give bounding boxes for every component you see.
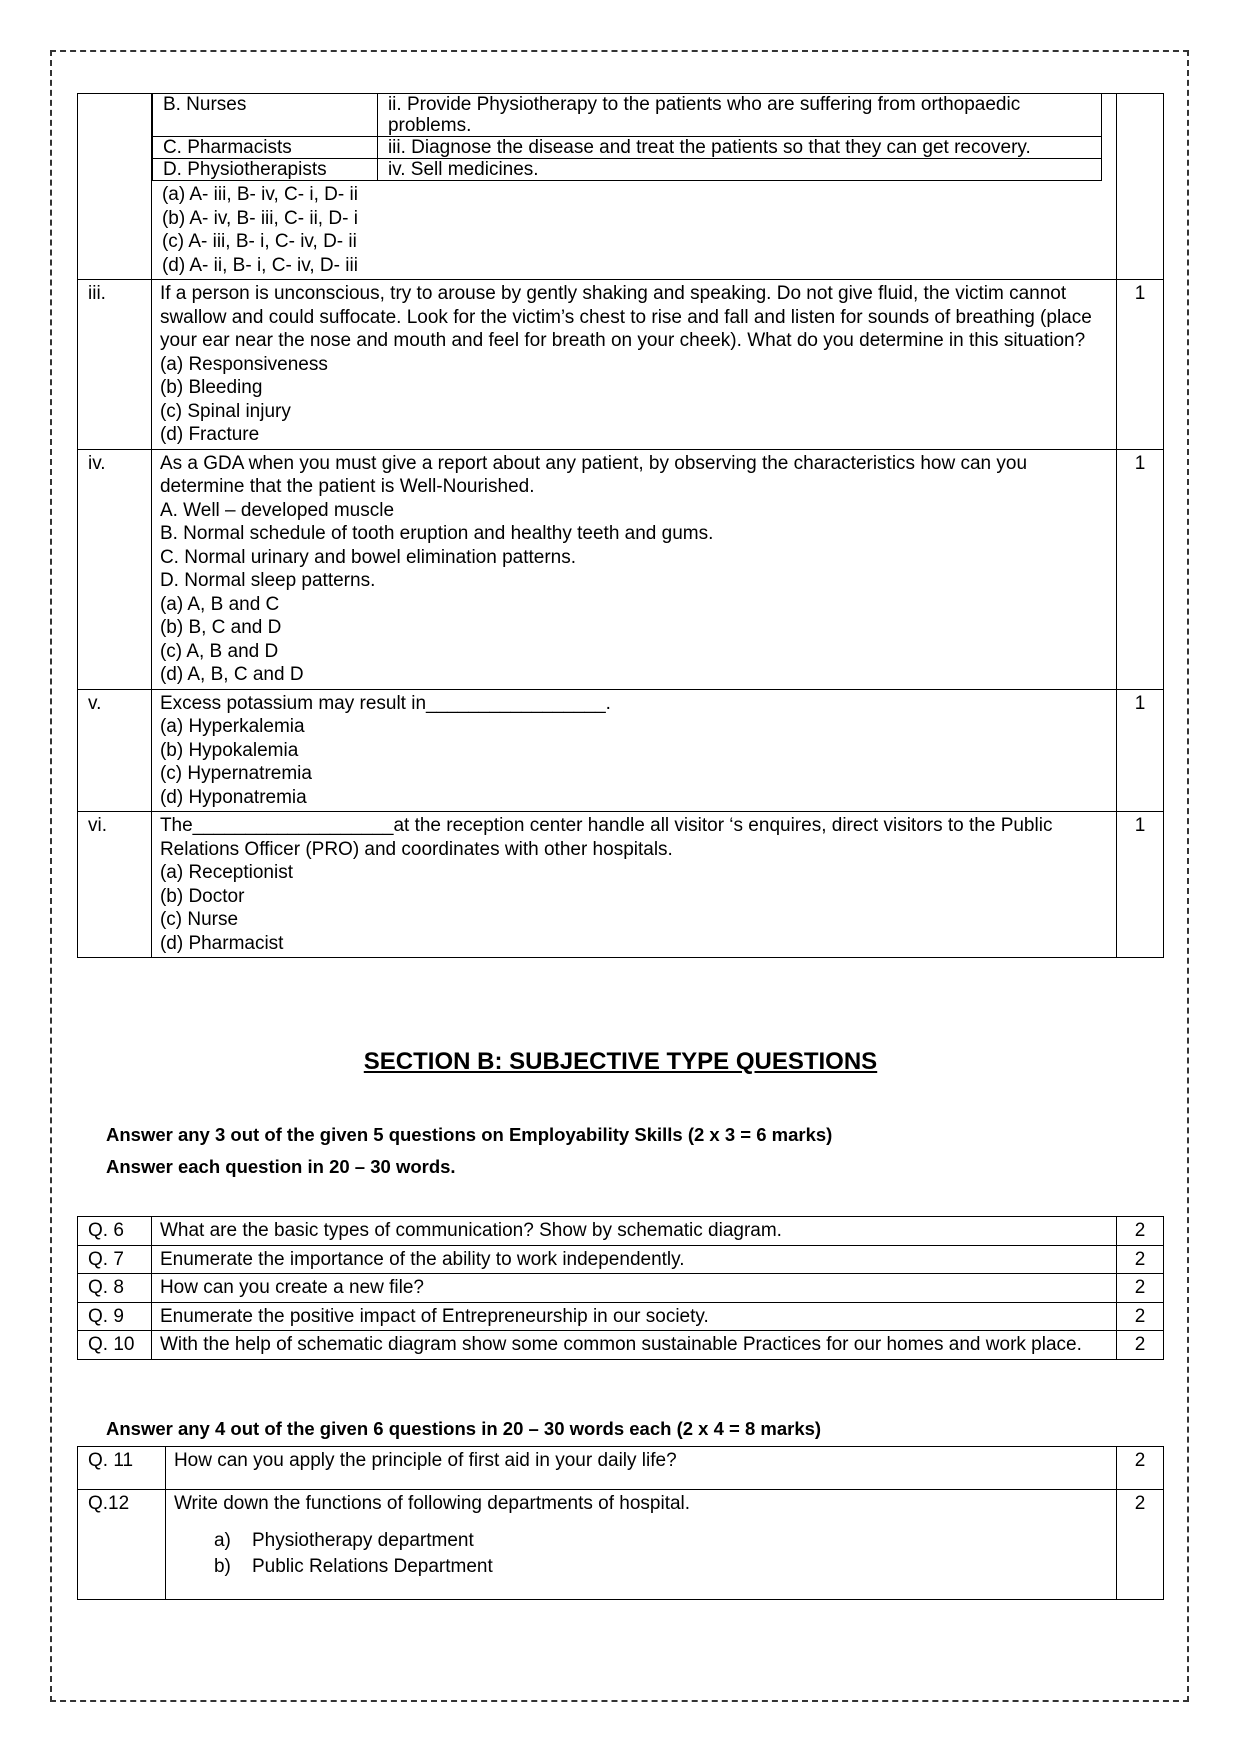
sub-item [214,1554,1108,1580]
question-text: Write down the functions of following departments of hospital. [173,1493,691,1514]
option: (b) Doctor [159,885,245,907]
match-row [152,159,1101,181]
option: (a) A, B and C [159,593,280,615]
question-row [78,1245,1164,1274]
option: (c) Nurse [159,909,239,930]
question-body [151,280,1116,450]
question-row-vi [78,812,1164,958]
question-marks: 2 [1117,1490,1164,1600]
question-number: Q. 9 [78,1302,152,1331]
statement: B. Normal schedule of tooth eruption and healthy teeth and gums. [159,523,714,544]
match-right: iv. Sell medicines. [377,159,1101,181]
statement: D. Normal sleep patterns. [159,570,376,591]
question-number: Q. 6 [78,1217,152,1246]
option: (c) Spinal injury [159,400,291,422]
question-row [78,1274,1164,1303]
question-row [78,1331,1164,1360]
sub-item [214,1528,1108,1554]
question-marks: 1 [1117,280,1164,450]
question-text: What are the basic types of communication? Show by schematic diagram. [151,1217,1116,1246]
instruction: Answer any 3 out of the given 5 questions on Employability Skills (2 x 3 = 6 marks) [106,1124,833,1145]
question-text: Excess potassium may result in_________________. [159,692,611,714]
question-text: Enumerate the importance of the ability to work independently. [151,1245,1116,1274]
option: (b) Hypokalemia [159,739,299,761]
question-marks: 2 [1117,1302,1164,1331]
question-marks: 1 [1117,812,1164,958]
question-body [151,689,1116,812]
sub-item-list [214,1528,1108,1580]
question-number: Q. 10 [78,1331,152,1360]
option: (a) A- iii, B- iv, C- i, D- ii [161,184,358,205]
option: (c) A- iii, B- i, C- iv, D- ii [161,231,357,252]
sub-item-label: b) [213,1555,231,1577]
match-left: D. Physiotherapists [152,159,377,181]
question-text: With the help of schematic diagram show some common sustainable Practices for our homes and work place. [151,1331,1116,1360]
question-number: Q. 8 [78,1274,152,1303]
match-left: C. Pharmacists [152,137,377,159]
question-marks: 2 [1117,1331,1164,1360]
option: (a) Responsiveness [159,353,328,375]
question-row [78,1217,1164,1246]
question-marks: 2 [1117,1274,1164,1303]
question-body [165,1490,1116,1600]
option: (b) Bleeding [159,377,263,398]
option: (a) Hyperkalemia [159,716,305,737]
instruction: Answer each question in 20 – 30 words. [106,1156,456,1177]
option: (d) Pharmacist [159,932,284,954]
question-number: iii. [78,280,152,450]
question-body [151,812,1116,958]
option: (c) Hypernatremia [159,763,312,784]
question-row [78,1447,1164,1490]
sub-item-label: a) [213,1529,231,1551]
statement: A. Well – developed muscle [159,499,395,521]
question-row [78,1490,1164,1600]
question-text: Enumerate the positive impact of Entrepreneurship in our society. [151,1302,1116,1331]
match-table [152,94,1102,181]
option: (d) A- ii, B- i, C- iv, D- iii [161,254,358,276]
match-right: ii. Provide Physiotherapy to the patients who are suffering from orthopaedic problems. [377,94,1101,137]
question-row-v [78,689,1164,812]
employability-table [77,1216,1164,1360]
question-marks: 2 [1117,1217,1164,1246]
match-row [152,94,1101,137]
question-text: As a GDA when you must give a report about any patient, by observing the characteristics how can you determine that the patient is Well-Nourished. [159,452,1028,497]
option: (b) A- iv, B- iii, C- ii, D- i [161,207,358,229]
question-marks: 2 [1117,1447,1164,1490]
question-number: Q. 11 [78,1447,166,1490]
instruction: Answer any 4 out of the given 6 questions in 20 – 30 words each (2 x 4 = 8 marks) [106,1418,822,1439]
match-left: B. Nurses [152,94,377,137]
question-row-ii [78,94,1164,280]
question-number: Q.12 [78,1490,166,1600]
question-number: Q. 7 [78,1245,152,1274]
match-options [152,181,1102,277]
question-text: If a person is unconscious, try to arouse by gently shaking and speaking. Do not give fluid, the victim cannot swallow and could suffocate. Look for the victim’s chest to rise and fall and listen for sounds of breathing (place your ear near the nose and mouth and feel for breath on your cheek). What do you determine in this situation? [159,283,1092,351]
question-row [78,1302,1164,1331]
question-text: How can you create a new file? [151,1274,1116,1303]
question-number: vi. [78,812,152,958]
question-text: How can you apply the principle of first aid in your daily life? [165,1447,1116,1490]
question-row-iii [78,280,1164,450]
option: (d) Hyponatremia [159,786,307,808]
option: (c) A, B and D [159,640,279,662]
question-marks: 1 [1117,689,1164,812]
option: (a) Receptionist [159,862,293,883]
option: (d) Fracture [159,424,260,445]
sub-item-text: Public Relations Department [251,1555,493,1577]
question-marks: 1 [1117,449,1164,689]
section-a-table [77,93,1164,958]
question-number: iv. [78,449,152,689]
question-text: The___________________at the reception center handle all visitor ‘s enquires, direct visitors to the Public Relations Officer (PRO) and coordinates with other hospitals. [159,815,1053,860]
match-row [152,137,1101,159]
sub-item-text: Physiotherapy department [251,1529,474,1551]
section-title: SECTION B: SUBJECTIVE TYPE QUESTIONS [363,1048,878,1075]
match-right: iii. Diagnose the disease and treat the patients so that they can get recovery. [377,137,1101,159]
question-row-iv [78,449,1164,689]
question-body [151,449,1116,689]
question-number: v. [78,689,152,812]
question-marks: 2 [1117,1245,1164,1274]
option: (b) B, C and D [159,617,282,638]
statement: C. Normal urinary and bowel elimination patterns. [159,546,577,568]
subject-table [77,1446,1164,1600]
option: (d) A, B, C and D [159,664,304,685]
